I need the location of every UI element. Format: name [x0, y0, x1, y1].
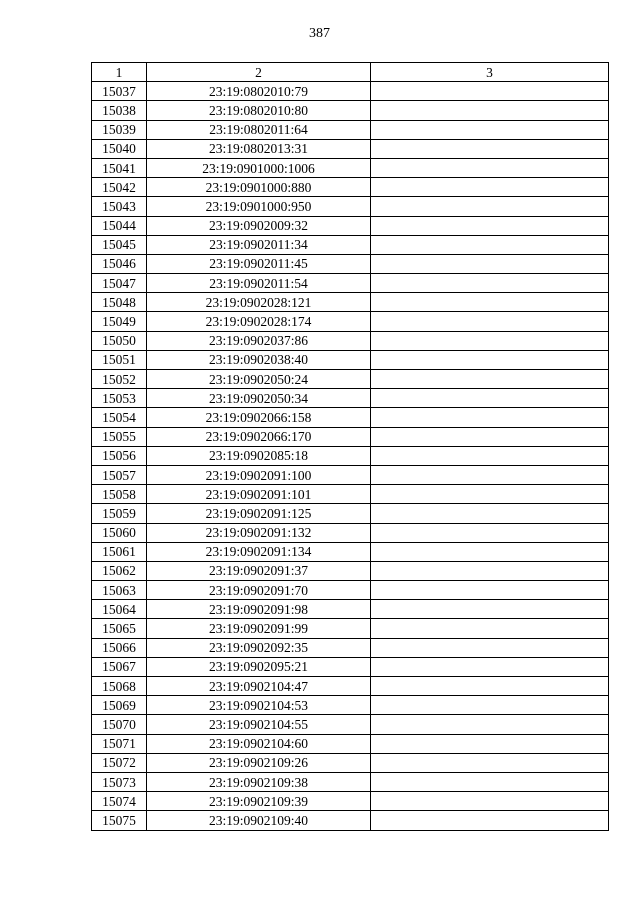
- cadastral-number-cell: 23:19:0902095:21: [147, 657, 371, 676]
- note-cell: [371, 600, 609, 619]
- cadastral-number-cell: 23:19:0902050:34: [147, 389, 371, 408]
- row-number-cell: 15055: [92, 427, 147, 446]
- row-number-cell: 15053: [92, 389, 147, 408]
- row-number-cell: 15051: [92, 350, 147, 369]
- cadastral-number-cell: 23:19:0902091:125: [147, 504, 371, 523]
- row-number-cell: 15059: [92, 504, 147, 523]
- row-number-cell: 15066: [92, 638, 147, 657]
- row-number-cell: 15071: [92, 734, 147, 753]
- table-body: [92, 82, 609, 830]
- row-number-cell: 15040: [92, 139, 147, 158]
- note-cell: [371, 619, 609, 638]
- table-row: [92, 254, 609, 273]
- note-cell: [371, 504, 609, 523]
- cadastral-number-cell: 23:19:0902028:174: [147, 312, 371, 331]
- table-row: [92, 158, 609, 177]
- table-row: [92, 312, 609, 331]
- note-cell: [371, 197, 609, 216]
- note-cell: [371, 753, 609, 772]
- cadastral-number-cell: 23:19:0902109:40: [147, 811, 371, 830]
- table-row: [92, 408, 609, 427]
- cadastral-number-cell: 23:19:0902091:37: [147, 561, 371, 580]
- note-cell: [371, 293, 609, 312]
- note-cell: [371, 696, 609, 715]
- note-cell: [371, 312, 609, 331]
- note-cell: [371, 811, 609, 830]
- row-number-cell: 15045: [92, 235, 147, 254]
- cadastral-number-cell: 23:19:0902109:26: [147, 753, 371, 772]
- cadastral-number-cell: 23:19:0802010:79: [147, 82, 371, 101]
- table-row: [92, 274, 609, 293]
- note-cell: [371, 139, 609, 158]
- cadastral-number-cell: 23:19:0902104:55: [147, 715, 371, 734]
- row-number-cell: 15062: [92, 561, 147, 580]
- table-row: [92, 638, 609, 657]
- note-cell: [371, 734, 609, 753]
- note-cell: [371, 254, 609, 273]
- table-row: [92, 216, 609, 235]
- table-row: [92, 753, 609, 772]
- table-row: [92, 792, 609, 811]
- cadastral-number-cell: 23:19:0901000:1006: [147, 158, 371, 177]
- cadastral-number-cell: 23:19:0902091:98: [147, 600, 371, 619]
- row-number-cell: 15048: [92, 293, 147, 312]
- column-header-2: 2: [147, 63, 371, 82]
- table-row: [92, 542, 609, 561]
- row-number-cell: 15039: [92, 120, 147, 139]
- cadastral-number-cell: 23:19:0802013:31: [147, 139, 371, 158]
- cadastral-number-cell: 23:19:0902091:134: [147, 542, 371, 561]
- cadastral-number-cell: 23:19:0902091:99: [147, 619, 371, 638]
- table-row: [92, 657, 609, 676]
- note-cell: [371, 408, 609, 427]
- cadastral-number-cell: 23:19:0902091:132: [147, 523, 371, 542]
- table-row: [92, 139, 609, 158]
- table-header-row: [92, 63, 609, 82]
- row-number-cell: 15060: [92, 523, 147, 542]
- note-cell: [371, 120, 609, 139]
- table-row: [92, 734, 609, 753]
- cadastral-number-cell: 23:19:0902038:40: [147, 350, 371, 369]
- row-number-cell: 15049: [92, 312, 147, 331]
- row-number-cell: 15073: [92, 772, 147, 791]
- note-cell: [371, 350, 609, 369]
- note-cell: [371, 561, 609, 580]
- table-row: [92, 485, 609, 504]
- cadastral-number-cell: 23:19:0902085:18: [147, 446, 371, 465]
- row-number-cell: 15054: [92, 408, 147, 427]
- cadastral-number-cell: 23:19:0901000:880: [147, 178, 371, 197]
- note-cell: [371, 370, 609, 389]
- row-number-cell: 15069: [92, 696, 147, 715]
- note-cell: [371, 158, 609, 177]
- table-row: [92, 197, 609, 216]
- row-number-cell: 15070: [92, 715, 147, 734]
- row-number-cell: 15043: [92, 197, 147, 216]
- cadastral-number-cell: 23:19:0902104:53: [147, 696, 371, 715]
- table-row: [92, 82, 609, 101]
- cadastral-number-cell: 23:19:0902066:158: [147, 408, 371, 427]
- table-row: [92, 293, 609, 312]
- note-cell: [371, 82, 609, 101]
- column-header-1: 1: [92, 63, 147, 82]
- note-cell: [371, 677, 609, 696]
- row-number-cell: 15041: [92, 158, 147, 177]
- table-row: [92, 331, 609, 350]
- row-number-cell: 15042: [92, 178, 147, 197]
- table-row: [92, 600, 609, 619]
- row-number-cell: 15058: [92, 485, 147, 504]
- table-row: [92, 235, 609, 254]
- table-row: [92, 581, 609, 600]
- cadastral-number-cell: 23:19:0802010:80: [147, 101, 371, 120]
- cadastral-number-cell: 23:19:0902109:39: [147, 792, 371, 811]
- note-cell: [371, 389, 609, 408]
- table-row: [92, 811, 609, 830]
- cadastral-number-cell: 23:19:0902091:70: [147, 581, 371, 600]
- table-row: [92, 619, 609, 638]
- note-cell: [371, 465, 609, 484]
- table-row: [92, 504, 609, 523]
- note-cell: [371, 274, 609, 293]
- note-cell: [371, 715, 609, 734]
- cadastral-number-cell: 23:19:0902037:86: [147, 331, 371, 350]
- table-row: [92, 350, 609, 369]
- table-row: [92, 465, 609, 484]
- note-cell: [371, 657, 609, 676]
- note-cell: [371, 331, 609, 350]
- note-cell: [371, 772, 609, 791]
- note-cell: [371, 446, 609, 465]
- row-number-cell: 15038: [92, 101, 147, 120]
- row-number-cell: 15063: [92, 581, 147, 600]
- note-cell: [371, 638, 609, 657]
- table-row: [92, 389, 609, 408]
- row-number-cell: 15047: [92, 274, 147, 293]
- row-number-cell: 15075: [92, 811, 147, 830]
- table-row: [92, 178, 609, 197]
- cadastral-number-cell: 23:19:0902028:121: [147, 293, 371, 312]
- cadastral-number-cell: 23:19:0902091:100: [147, 465, 371, 484]
- table-row: [92, 446, 609, 465]
- row-number-cell: 15074: [92, 792, 147, 811]
- cadastral-number-cell: 23:19:0902011:54: [147, 274, 371, 293]
- page-number: 387: [309, 26, 330, 41]
- note-cell: [371, 542, 609, 561]
- table-row: [92, 370, 609, 389]
- table-row: [92, 715, 609, 734]
- note-cell: [371, 485, 609, 504]
- row-number-cell: 15050: [92, 331, 147, 350]
- table-row: [92, 561, 609, 580]
- cadastral-number-cell: 23:19:0902091:101: [147, 485, 371, 504]
- note-cell: [371, 427, 609, 446]
- row-number-cell: 15068: [92, 677, 147, 696]
- table-row: [92, 677, 609, 696]
- row-number-cell: 15046: [92, 254, 147, 273]
- note-cell: [371, 216, 609, 235]
- row-number-cell: 15057: [92, 465, 147, 484]
- row-number-cell: 15061: [92, 542, 147, 561]
- table-row: [92, 101, 609, 120]
- table-row: [92, 523, 609, 542]
- note-cell: [371, 178, 609, 197]
- table-row: [92, 696, 609, 715]
- row-number-cell: 15056: [92, 446, 147, 465]
- row-number-cell: 15064: [92, 600, 147, 619]
- column-header-3: 3: [371, 63, 609, 82]
- table-row: [92, 772, 609, 791]
- cadastral-number-cell: 23:19:0902109:38: [147, 772, 371, 791]
- note-cell: [371, 523, 609, 542]
- note-cell: [371, 581, 609, 600]
- cadastral-number-cell: 23:19:0802011:64: [147, 120, 371, 139]
- table-row: [92, 427, 609, 446]
- row-number-cell: 15072: [92, 753, 147, 772]
- note-cell: [371, 235, 609, 254]
- row-number-cell: 15067: [92, 657, 147, 676]
- cadastral-number-cell: 23:19:0902104:47: [147, 677, 371, 696]
- row-number-cell: 15065: [92, 619, 147, 638]
- note-cell: [371, 101, 609, 120]
- cadastral-number-cell: 23:19:0902011:45: [147, 254, 371, 273]
- cadastral-number-cell: 23:19:0902104:60: [147, 734, 371, 753]
- cadastral-number-cell: 23:19:0902050:24: [147, 370, 371, 389]
- cadastral-number-cell: 23:19:0901000:950: [147, 197, 371, 216]
- data-table: [91, 62, 609, 831]
- cadastral-number-cell: 23:19:0902009:32: [147, 216, 371, 235]
- table-row: [92, 120, 609, 139]
- note-cell: [371, 792, 609, 811]
- row-number-cell: 15044: [92, 216, 147, 235]
- cadastral-number-cell: 23:19:0902011:34: [147, 235, 371, 254]
- row-number-cell: 15052: [92, 370, 147, 389]
- cadastral-number-cell: 23:19:0902092:35: [147, 638, 371, 657]
- cadastral-number-cell: 23:19:0902066:170: [147, 427, 371, 446]
- row-number-cell: 15037: [92, 82, 147, 101]
